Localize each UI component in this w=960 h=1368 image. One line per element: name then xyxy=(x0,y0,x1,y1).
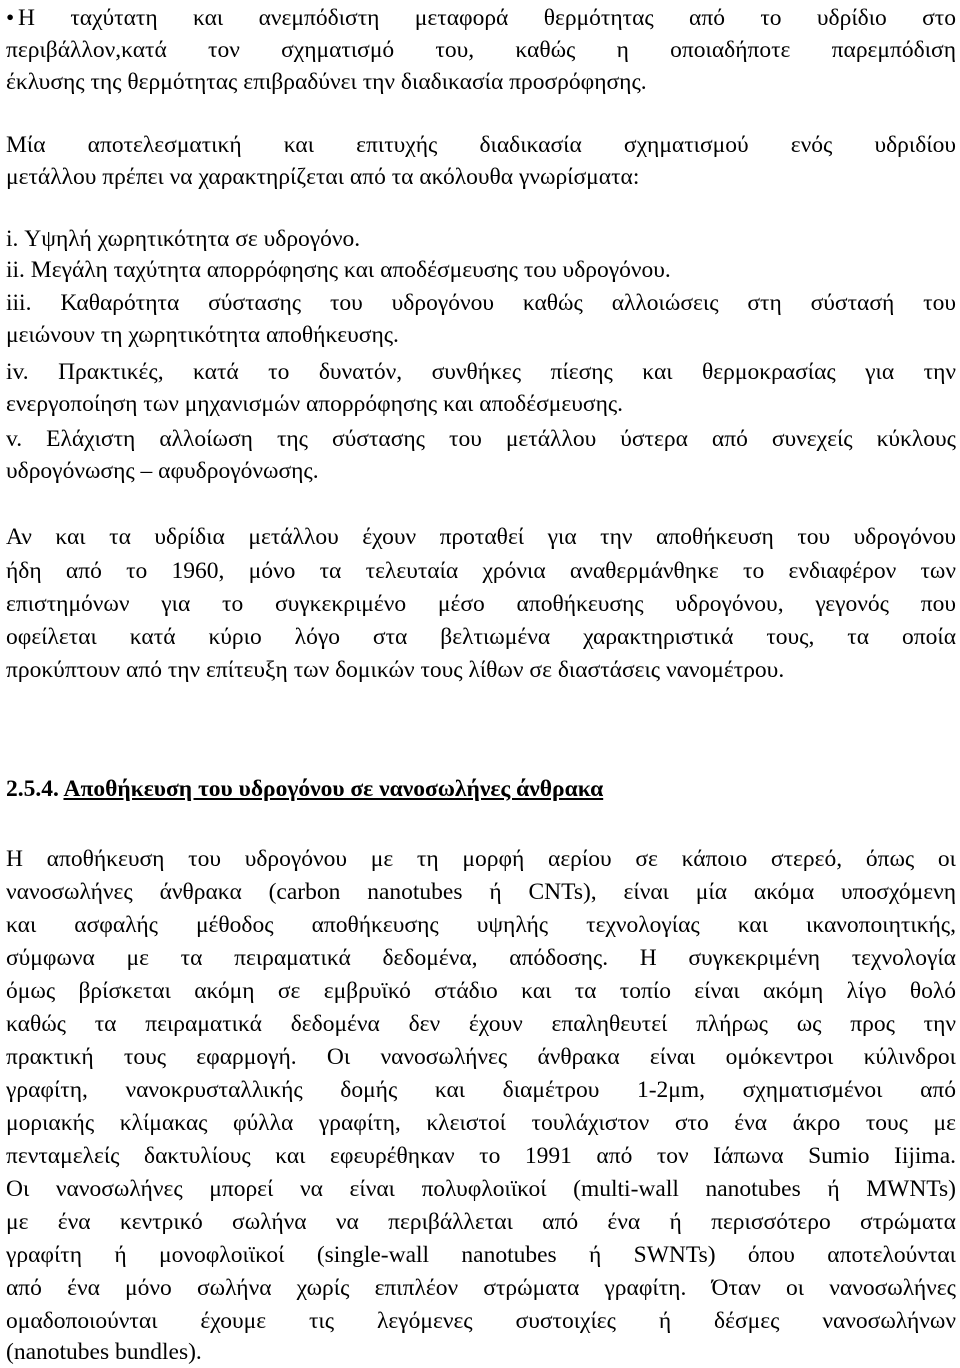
paragraph-4-line-13: γραφίτη ή μονοφλοιϊκοί (single-wall nanotubes ή SWNTs) όπου αποτελούνται xyxy=(6,1242,956,1268)
paragraph-3-line-2: ήδη από το 1960, μόνο τα τελευταία χρόνια αναθερμάνθηκε το ενδιαφέρον των xyxy=(6,558,956,584)
paragraph-3-line-5: προκύπτουν από την επίτευξη των δομικών τους λίθων σε διαστάσεις νανομέτρου. xyxy=(6,657,785,683)
paragraph-4-line-6: καθώς τα πειραματικά δεδομένα δεν έχουν επαληθευτεί πλήρως ως προς την xyxy=(6,1011,956,1037)
bullet-line-3: έκλυσης της θερμότητας επιβραδύνει την διαδικασία προσρόφησης. xyxy=(6,69,647,95)
list-item-i: i. Υψηλή χωρητικότητα σε υδρογόνο. xyxy=(6,226,361,252)
intro-line-1: Μία αποτελεσματική και επιτυχής διαδικασία σχηματισμού ενός υδριδίου xyxy=(6,132,956,158)
paragraph-4-line-16: (nanotubes bundles). xyxy=(6,1339,202,1365)
paragraph-3-line-3: επιστημόνων για το συγκεκριμένο μέσο αποθήκευσης υδρογόνου, γεγονός που xyxy=(6,591,956,617)
list-item-iii-line-2: μειώνουν τη χωρητικότητα αποθήκευσης. xyxy=(6,322,399,348)
list-item-v-line-2: υδρογόνωσης – αφυδρογόνωσης. xyxy=(6,458,319,484)
paragraph-4-line-10: πενταμελείς δακτυλίους και εφευρέθηκαν το 1991 από τον Ιάπωνα Sumio Iijima. xyxy=(6,1143,956,1169)
paragraph-4-line-15: ομαδοποιούνται έχουμε τις λεγόμενες συστοιχίες ή δέσμες νανοσωλήνων xyxy=(6,1308,956,1334)
list-item-iv-line-1: iv. Πρακτικές, κατά το δυνατόν, συνθήκες πίεσης και θερμοκρασίας για την xyxy=(6,359,956,385)
paragraph-4-line-9: μοριακής κλίμακας φύλλα γραφίτη, κλειστοί τουλάχιστον στο ένα άκρο τους με xyxy=(6,1110,956,1136)
bullet-line-2: περιβάλλον,κατά τον σχηματισμό του, καθώς η οποιαδήποτε παρεμπόδιση xyxy=(6,37,956,63)
paragraph-4-line-14: από ένα μόνο σωλήνα χωρίς επιπλέον στρώματα γραφίτη. Όταν οι νανοσωλήνες xyxy=(6,1275,956,1301)
paragraph-4-line-2: νανοσωλήνες άνθρακα (carbon nanotubes ή CNTs), είναι μία ακόμα υποσχόμενη xyxy=(6,879,956,905)
paragraph-4-line-12: με ένα κεντρικό σωλήνα να περιβάλλεται από ένα ή περισσότερο στρώματα xyxy=(6,1209,956,1235)
paragraph-4-line-8: γραφίτη, νανοκρυσταλλικής δομής και διαμέτρου 1-2μm, σχηματισμένοι από xyxy=(6,1077,956,1103)
section-number: 2.5.4. xyxy=(6,776,59,802)
paragraph-4-line-4: σύμφωνα με τα πειραματικά δεδομένα, απόδοσης. Η συγκεκριμένη τεχνολογία xyxy=(6,945,956,971)
paragraph-4-line-5: όμως βρίσκεται ακόμη σε εμβρυϊκό στάδιο και τα τοπίο είναι ακόμη λίγο θολό xyxy=(6,978,956,1004)
paragraph-4-line-7: πρακτική τους εφαρμογή. Οι νανοσωλήνες άνθρακα είναι ομόκεντροι κύλινδροι xyxy=(6,1044,956,1070)
paragraph-3-line-4: οφείλεται κατά κύριο λόγο στα βελτιωμένα χαρακτηριστικά τους, τα οποία xyxy=(6,624,956,650)
paragraph-3-line-1: Αν και τα υδρίδια μετάλλου έχουν προταθεί για την αποθήκευση του υδρογόνου xyxy=(6,524,956,550)
paragraph-4-line-11: Οι νανοσωλήνες μπορεί να είναι πολυφλοιϊκοί (multi-wall nanotubes ή MWNTs) xyxy=(6,1176,956,1202)
paragraph-4-line-3: και ασφαλής μέθοδος αποθήκευσης υψηλής τεχνολογίας και ικανοποιητικής, xyxy=(6,912,956,938)
list-item-ii: ii. Μεγάλη ταχύτητα απορρόφησης και αποδέσμευσης του υδρογόνου. xyxy=(6,257,671,283)
list-item-iii-line-1: iii. Καθαρότητα σύστασης του υδρογόνου καθώς αλλοιώσεις στη σύστασή του xyxy=(6,290,956,316)
intro-line-2: μετάλλου πρέπει να χαρακτηρίζεται από τα ακόλουθα γνωρίσματα: xyxy=(6,164,640,190)
section-heading xyxy=(6,773,603,805)
paragraph-4-line-1: Η αποθήκευση του υδρογόνου με τη μορφή αερίου σε κάποιο στερεό, όπως οι xyxy=(6,846,956,872)
section-title: Αποθήκευση του υδρογόνου σε νανοσωλήνες άνθρακα xyxy=(63,776,604,802)
list-item-v-line-1: v. Ελάχιστη αλλοίωση της σύστασης του μετάλλου ύστερα από συνεχείς κύκλους xyxy=(6,426,956,452)
list-item-iv-line-2: ενεργοποίηση των μηχανισμών απορρόφησης και αποδέσμευσης. xyxy=(6,391,624,417)
bullet-icon: • xyxy=(6,5,15,31)
bullet-line-1: • Η ταχύτατη και ανεμπόδιστη μεταφορά θερμότητας από το υδρίδιο στο xyxy=(6,2,956,34)
